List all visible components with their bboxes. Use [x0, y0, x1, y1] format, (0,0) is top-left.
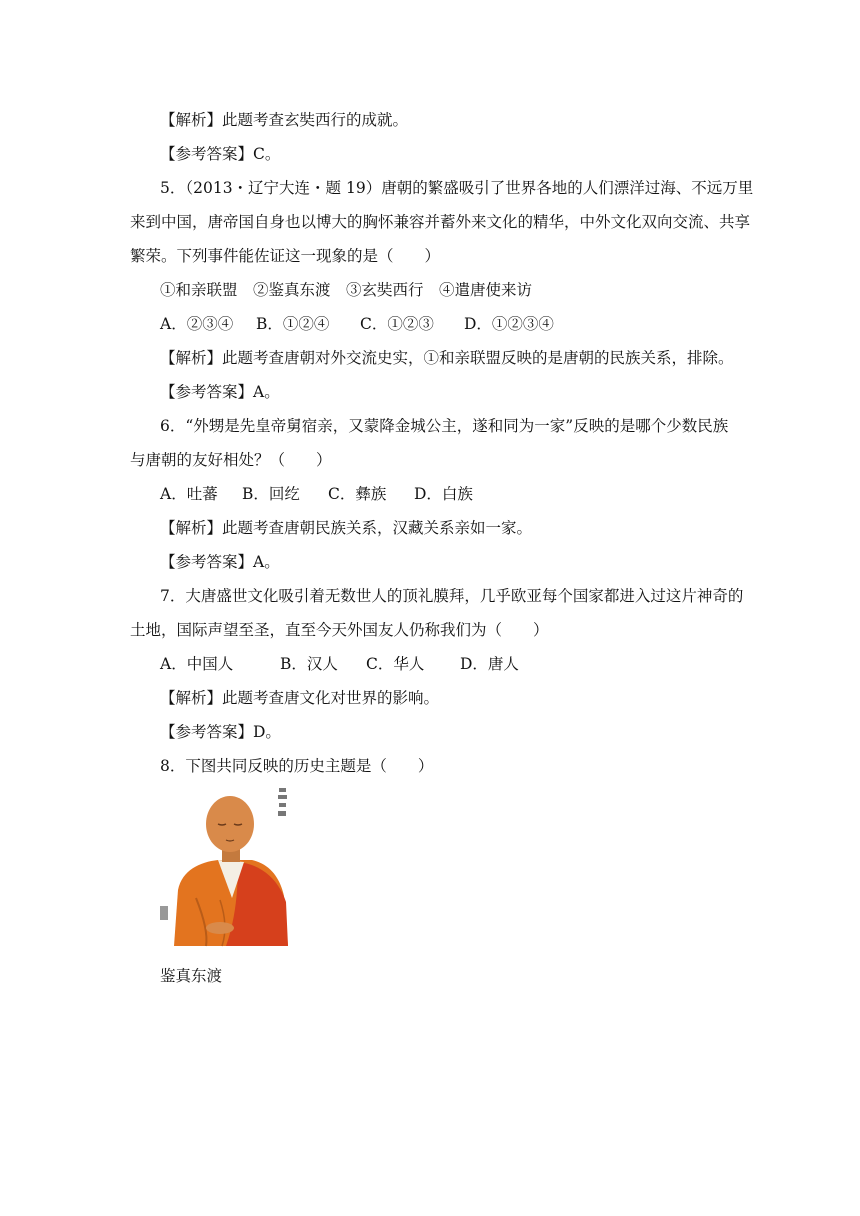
option-a: A．中国人: [160, 655, 234, 673]
jianzhen-portrait: [160, 778, 310, 950]
option-d: D．①②③④: [464, 315, 554, 333]
q5-options: [160, 314, 554, 334]
q6-answer: 【参考答案】A。: [160, 553, 280, 571]
option-a: A．吐蕃: [160, 485, 218, 503]
q4-analysis: 【解析】此题考查玄奘西行的成就。: [160, 111, 409, 129]
option-c: C．彝族: [328, 485, 387, 503]
q6-stem-line2: 与唐朝的友好相处？（ ）: [130, 451, 332, 469]
q6-stem-line1: 6．“外甥是先皇帝舅宿亲，又蒙降金城公主，遂和同为一家”反映的是哪个少数民族: [160, 417, 729, 435]
q5-stem-line2: 来到中国，唐帝国自身也以博大的胸怀兼容并蓄外来文化的精华，中外文化双向交流、共享: [130, 213, 751, 231]
q7-analysis: 【解析】此题考查唐文化对世界的影响。: [160, 689, 440, 707]
option-b: B．汉人: [280, 655, 338, 673]
q5-answer: 【参考答案】A。: [160, 383, 280, 401]
q7-stem-line2: 土地，国际声望至圣，直至今天外国友人仍称我们为（ ）: [130, 621, 549, 639]
q5-stem-line3: 繁荣。下列事件能佐证这一现象的是（ ）: [130, 247, 441, 265]
q7-stem-line1: 7．大唐盛世文化吸引着无数世人的顶礼膜拜，几乎欧亚每个国家都进入过这片神奇的: [160, 587, 744, 605]
q4-answer: 【参考答案】C。: [160, 145, 281, 163]
option-b: B．①②④: [256, 315, 330, 333]
q7-options: [160, 654, 519, 674]
option-d: D．白族: [414, 485, 473, 503]
image-caption: 鉴真东渡: [160, 967, 223, 985]
q6-options: [160, 484, 473, 504]
q5-analysis: 【解析】此题考查唐朝对外交流史实，①和亲联盟反映的是唐朝的民族关系，排除。: [160, 349, 734, 367]
q7-answer: 【参考答案】D。: [160, 723, 281, 741]
option-b: B．回纥: [242, 485, 300, 503]
option-c: C．华人: [366, 655, 425, 673]
q6-analysis: 【解析】此题考查唐朝民族关系，汉藏关系亲如一家。: [160, 519, 533, 537]
option-c: C．①②③: [360, 315, 434, 333]
q5-items: ①和亲联盟 ②鉴真东渡 ③玄奘西行 ④遣唐使来访: [160, 281, 533, 299]
option-d: D．唐人: [460, 655, 519, 673]
q8-stem: 8．下图共同反映的历史主题是（ ）: [160, 757, 434, 775]
q5-stem-line1: 5．（2013・辽宁大连・题 19）唐朝的繁盛吸引了世界各地的人们漂洋过海、不远万里: [160, 179, 754, 197]
option-a: A．②③④: [160, 315, 234, 333]
